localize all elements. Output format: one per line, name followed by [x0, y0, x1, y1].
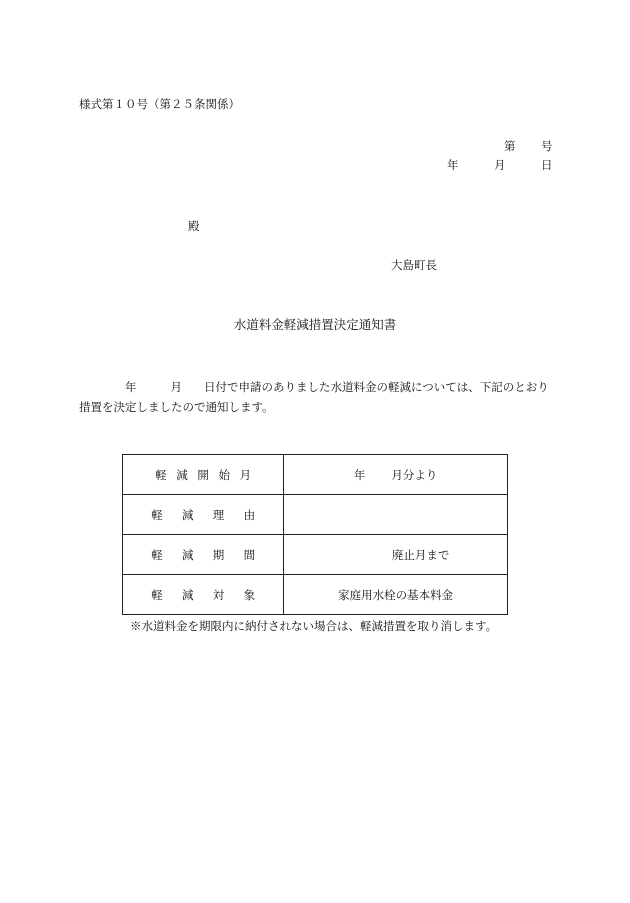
table-row-period	[123, 535, 508, 575]
detail-table	[122, 454, 508, 615]
table-value-cell	[284, 535, 508, 575]
note-text: ※水道料金を期限内に納付されない場合は、軽減措置を取り消します。	[130, 619, 498, 633]
body-paragraph	[79, 377, 553, 417]
addressee-honorific: 殿	[188, 219, 200, 233]
table-value-cell	[284, 455, 508, 495]
doc-number-label: 第	[504, 139, 516, 153]
table-row-start-month	[123, 455, 508, 495]
period-value: 廃止月まで	[391, 547, 450, 562]
doc-number-suffix: 号	[541, 139, 553, 153]
table-row-target	[123, 575, 508, 615]
body-line-1	[79, 377, 553, 397]
form-number: 様式第１０号（第２５条関係）	[79, 97, 240, 111]
table-label-cell: 軽 減 対 象	[123, 575, 284, 615]
date-month-label: 月	[494, 158, 506, 172]
start-month-rest: 月分より	[391, 467, 438, 482]
table-value-cell: 家庭用水栓の基本料金	[284, 575, 508, 615]
date-day-label: 日	[541, 158, 553, 172]
body-line-1-text: 日付で申請のありました水道料金の軽減については、下記のとおり	[204, 380, 549, 394]
table-label-cell: 軽 減 期 間	[123, 535, 284, 575]
table-row-reason	[123, 495, 508, 535]
body-year-label: 年	[125, 380, 137, 394]
table-label-cell: 軽 減 開 始 月	[123, 455, 284, 495]
document-title: 水道料金軽減措置決定通知書	[233, 317, 397, 332]
date-year-label: 年	[447, 158, 459, 172]
body-line-2: 措置を決定しましたので通知します。	[79, 400, 274, 414]
table-value-cell	[284, 495, 508, 535]
body-month-label: 月	[170, 380, 182, 394]
start-month-year: 年	[353, 467, 366, 482]
table-label-cell: 軽 減 理 由	[123, 495, 284, 535]
sender-name: 大島町長	[391, 258, 437, 272]
